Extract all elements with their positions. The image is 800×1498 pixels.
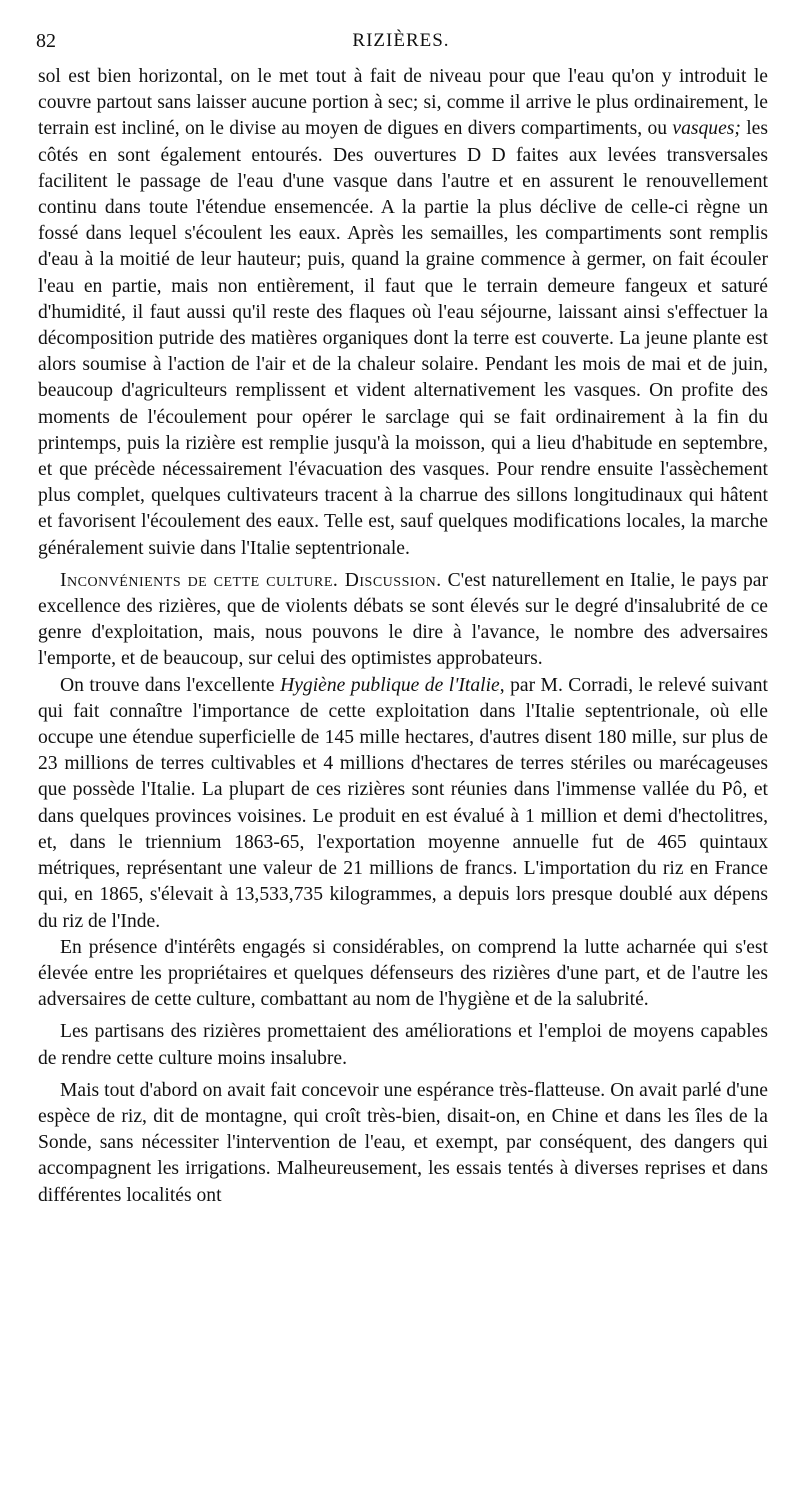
paragraph-text: C'est naturellement en Italie, le pays par excellence des rizières, que de violents débats se sont élevés sur le degré d'insalubrité de ce genre d'exploitation, mais, nous pouvons le dire à l'avance, le nombre des adversaires l'emporte, et de beaucoup, sur celui des optimistes approbateurs.: [38, 569, 769, 670]
page-header: [36, 30, 766, 56]
paragraph-mountain-rice: [38, 1078, 768, 1209]
paragraph-partisans: [38, 1019, 768, 1071]
paragraph-rice-field-method: [38, 64, 768, 562]
paragraph-text: Mais tout d'abord on avait fait concevoir une espérance très-flatteuse. On avait parlé d'une espèce de riz, dit de montagne, qui croît très-bien, disait-on, en Chine et dans les îles de la Sonde, sans nécessiter l'intervention de l'eau, et exempt, par conséquent, des dangers qui accompagnent les irrigations. Malheureusement, les essais tentés à diverses reprises et dans différentes localités ont: [38, 1079, 768, 1206]
paragraph-text: En présence d'intérêts engagés si considérables, on comprend la lutte acharnée qui s'est élevée entre les propriétaires et quelques défenseurs des rizières d'une part, et de l'autre les adversaires de cette culture, combattant au nom de l'hygiène et de la salubrité.: [38, 936, 768, 1011]
section-heading: Inconvénients de cette culture. Discussion.: [60, 569, 442, 591]
body-text: [38, 64, 768, 1209]
paragraph-inconvenients: [38, 568, 768, 673]
paragraph-text: les côtés en sont également entourés. Des ouvertures D D faites aux levées transversales facilitent le passage de l'eau d'une vasque dans l'autre et en assurent le renouvellement continu dans toute l'étendue ensemencée. A la partie la plus déclive de celle-ci règne un fossé dans lequel s'écoulent les eaux. Après les semailles, les compartiments sont remplis d'eau à la moitié de leur hauteur; puis, quand la graine commence à germer, on fait écouler l'eau en partie, mais non entièrement, il faut que le terrain demeure fangeux et saturé d'humidité, il faut aussi qu'il reste des flaques où l'eau séjourne, laissant ainsi s'effectuer la décomposition putride des matières organiques dont la terre est couverte. La jeune plante est alors soumise à l'action de l'air et de la chaleur solaire. Pendant les mois de mai et de juin, beaucoup d'agriculteurs remplissent et vident alternativement les vasques. On profite des moments de l'écoulement pour opérer le sarclage qui se fait ordinairement à la fin du printemps, puis la rizière est remplie jusqu'à la moisson, qui a lieu d'habitude en septembre, et que précède nécessairement l'évacuation des vasques. Pour rendre ensuite l'assèchement plus complet, quelques cultivateurs tracent à la charrue des sillons longitudinaux qui hâtent et favorisent l'écoulement des eaux. Telle est, sauf quelques modifications locales, la marche généralement suivie dans l'Italie septentrionale.: [38, 118, 768, 559]
paragraph-text: sol est bien horizontal, on le met tout à fait de niveau pour que l'eau qu'on y introduit le couvre partout sans laisser aucune portion à sec; si, comme il arrive le plus ordinairement, le terrain est incliné, on le divise au moyen de digues en divers compartiments, ou: [38, 66, 768, 140]
paragraph-text: On trouve dans l'excellente: [60, 674, 281, 696]
paragraph-corradi: [38, 673, 768, 935]
paragraph-interests: [38, 935, 768, 1014]
italic-book-title: Hygiène publique de l'Italie: [280, 674, 500, 696]
paragraph-text: , par M. Corradi, le relevé suivant qui fait connaître l'importance de cette exploitation dans l'Italie septentrionale, où elle occupe une étendue superficielle de 145 mille hectares, d'autres disent 180 mille, sur plus de 23 millions de terres cultivables et 4 millions d'hectares de terres stériles ou marécageuses que possède l'Italie. La plupart de ces rizières sont réunies dans l'immense vallée du Pô, et dans quelques provinces voisines. Le produit en est évalué à 1 million et demi d'hectolitres, et, dans le triennium 1863-65, l'exportation moyenne annuelle fut de 465 quintaux métriques, représentant une valeur de 21 millions de francs. L'importation du riz en France qui, en 1865, s'élevait à 13,533,735 kilogrammes, a depuis lors presque doublé aux dépens du riz de l'Inde.: [38, 674, 768, 932]
page-number: 82: [36, 30, 56, 52]
paragraph-text: Les partisans des rizières promettaient des améliorations et l'emploi de moyens capables de rendre cette culture moins insalubre.: [38, 1021, 768, 1069]
running-title: RIZIÈRES.: [352, 30, 450, 51]
italic-term-vasques: vasques;: [672, 118, 741, 140]
